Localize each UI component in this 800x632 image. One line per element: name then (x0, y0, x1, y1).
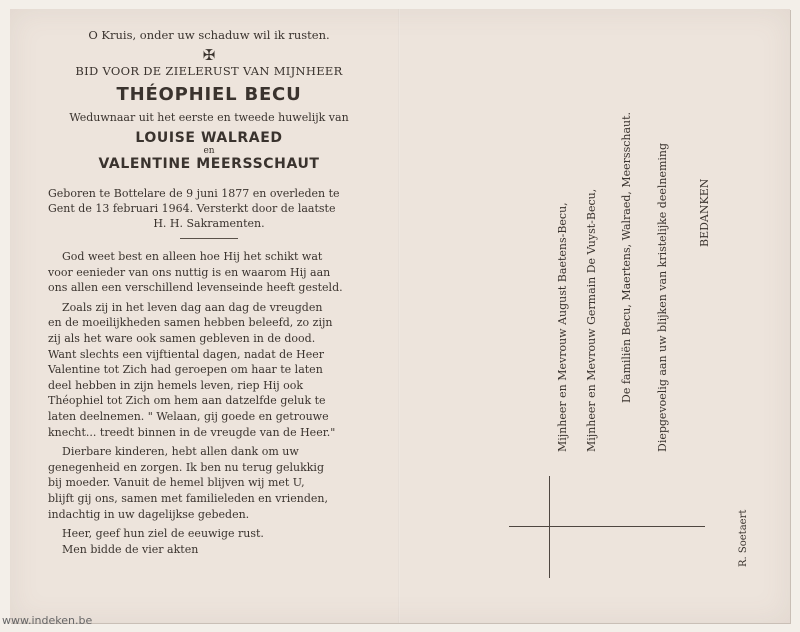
birth-line: H. H. Sakramenten. (153, 217, 265, 230)
card-fold (398, 9, 400, 623)
printer-name: R. Soetaert (738, 509, 749, 567)
deceased-name: THÉOPHIEL BECU (116, 84, 302, 105)
text-line: zij als het ware ook samen gebleven in de dood. (48, 331, 316, 345)
text-line: knecht... treedt binnen in de vreugde van de Heer." (48, 425, 336, 439)
text-line: deel hebben in zijn hemels leven, riep Hij ook (48, 378, 304, 392)
spouse-1-name: LOUISE WALRAED (135, 130, 283, 146)
spouse-2-name: VALENTINE MEERSSCHAUT (98, 156, 320, 172)
text-line: Heer, geef hun ziel de eeuwige rust. (62, 527, 264, 541)
closing-prayer (48, 526, 370, 557)
paragraph-2 (48, 300, 370, 440)
thanks-line-4: Diepgevoelig aan uw blijken van kristelijke deelneming (656, 142, 669, 452)
text-line: Men bidde de vier akten (62, 542, 199, 556)
motto: O Kruis, onder uw schaduw wil ik rusten. (88, 28, 330, 42)
paragraph-1 (48, 249, 370, 296)
text-line: en de moeilijkheden samen hebben beleefd, zo zijn (48, 316, 333, 330)
prayer-heading: BID VOOR DE ZIELERUST VAN MIJNHEER (75, 64, 343, 78)
birth-death-info (48, 186, 370, 231)
text-line: God weet best en alleen hoe Hij het schikt wat (62, 250, 323, 263)
conjunction: en (203, 146, 215, 156)
text-line: blijft gij ons, samen met familieleden en vrienden, (48, 491, 328, 505)
text-line: bij moeder. Vanuit de hemel blijven wij met U, (48, 476, 305, 490)
memorial-text-panel (48, 28, 370, 557)
thanks-line-1: Mijnheer en Mevrouw August Baetens-Becu, (556, 202, 569, 452)
watermark: www.indeken.be (2, 614, 93, 627)
text-line: Dierbare kinderen, hebt allen dank om uw (62, 445, 299, 459)
text-line: genegenheid en zorgen. Ik ben nu terug gelukkig (48, 460, 324, 474)
fold-mark-horizontal (509, 526, 705, 527)
text-line: indachtig in uw dagelijkse gebeden. (48, 507, 250, 521)
thanks-line-2: Mijnheer en Mevrouw Germain De Vuyst-Becu, (585, 188, 598, 452)
text-line: voor eenieder van ons nuttig is en waarom Hij aan (48, 265, 331, 279)
text-line: Valentine tot Zich had geroepen om haar te laten (48, 363, 323, 377)
text-line: Want slechts een vijftiental dagen, nadat de Heer (48, 347, 325, 361)
birth-line: Gent de 13 februari 1964. Versterkt door de laatste (48, 202, 336, 215)
text-line: laten deelnemen. " Welaan, gij goede en getrouwe (48, 409, 329, 423)
thanks-bedanken: BEDANKEN (698, 178, 711, 247)
text-line: Théophiel tot Zich om hem aan datzelfde geluk te (48, 394, 326, 408)
thanks-line-3: De familiën Becu, Maertens, Walraed, Meersschaut. (620, 111, 633, 403)
text-line: Zoals zij in het leven dag aan dag de vreugden (62, 300, 323, 314)
birth-line: Geboren te Bottelare de 9 juni 1877 en overleden te (48, 187, 340, 200)
cross-icon: ✠ (202, 46, 216, 64)
widower-line: Weduwnaar uit het eerste en tweede huwelijk van (69, 111, 349, 124)
paragraph-3 (48, 444, 370, 522)
divider (180, 238, 238, 239)
fold-mark-vertical (549, 476, 550, 578)
text-line: ons allen een verschillend levenseinde heeft gesteld. (48, 281, 343, 295)
memorial-body (48, 249, 370, 522)
